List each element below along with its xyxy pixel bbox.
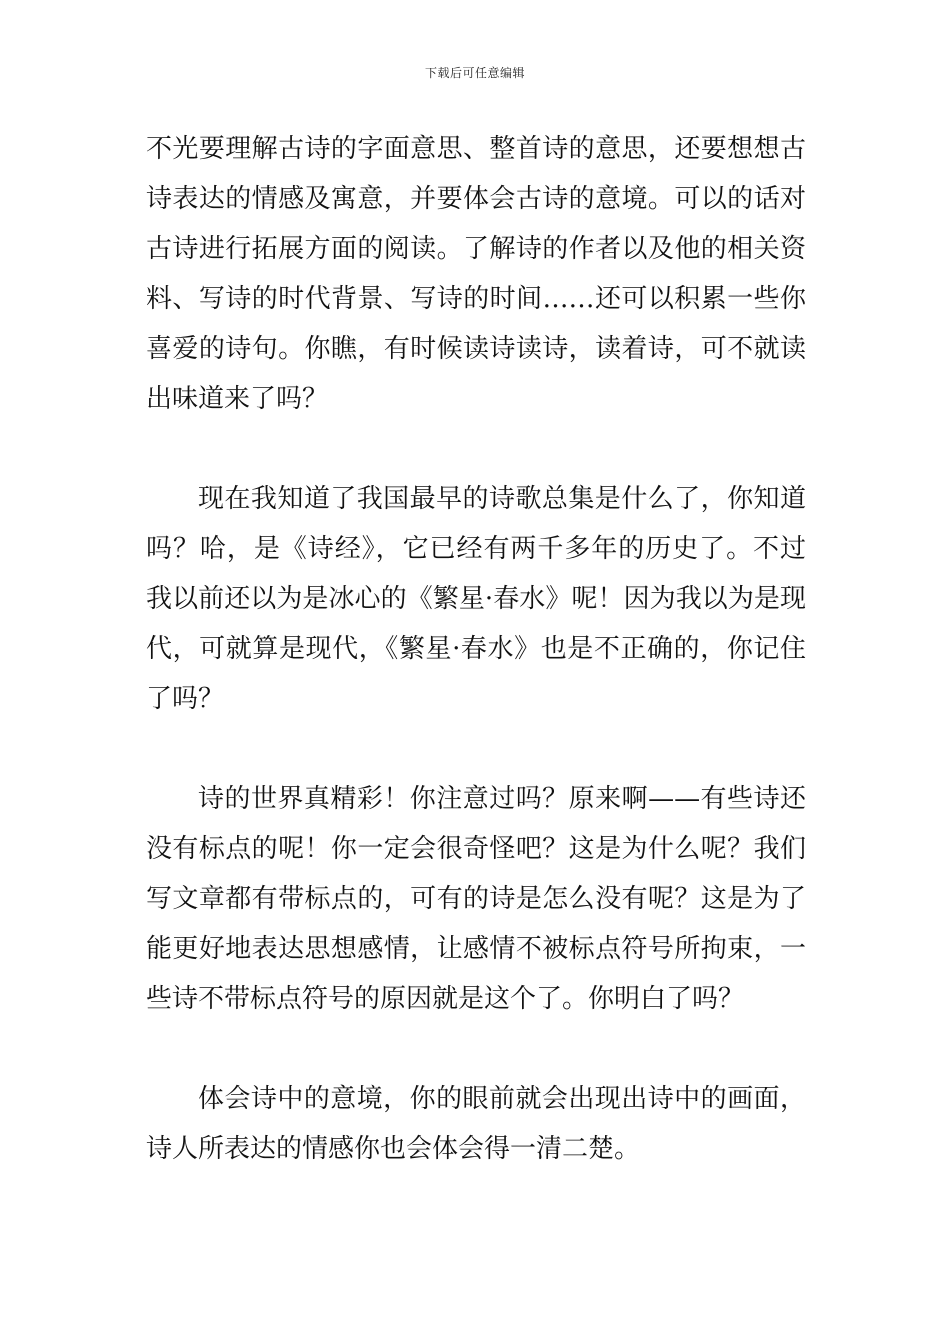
paragraph-gap xyxy=(146,1024,806,1074)
paragraph-4: 体会诗中的意境，你的眼前就会出现出诗中的画面，诗人所表达的情感你也会体会得一清二楚。 xyxy=(146,1084,806,1164)
page-header-note: 下载后可任意编辑 xyxy=(424,66,525,80)
paragraph-gap xyxy=(146,424,806,474)
paragraph-1: 不光要理解古诗的字面意思、整首诗的意思，还要想想古诗表达的情感及寓意，并要体会古诗的意境。可以的话对古诗进行拓展方面的阅读。了解诗的作者以及他的相关资料、写诗的时代背景、写诗的时间……还可以积累一些你喜爱的诗句。你瞧，有时候读诗读诗，读着诗，可不就读出味道来了吗？ xyxy=(146,134,806,414)
paragraph-gap xyxy=(146,724,806,774)
paragraph-2: 现在我知道了我国最早的诗歌总集是什么了，你知道吗？哈，是《诗经》，它已经有两千多年的历史了。不过我以前还以为是冰心的《繁星·春水》呢！因为我以为是现代，可就算是现代，《繁星·春水》也是不正确的，你记住了吗？ xyxy=(146,484,806,714)
paragraph-3: 诗的世界真精彩！你注意过吗？原来啊——有些诗还没有标点的呢！你一定会很奇怪吧？这是为什么呢？我们写文章都有带标点的，可有的诗是怎么没有呢？这是为了能更好地表达思想感情，让感情不被标点符号所拘束，一些诗不带标点符号的原因就是这个了。你明白了吗？ xyxy=(146,784,806,1014)
document-body xyxy=(146,124,806,1174)
